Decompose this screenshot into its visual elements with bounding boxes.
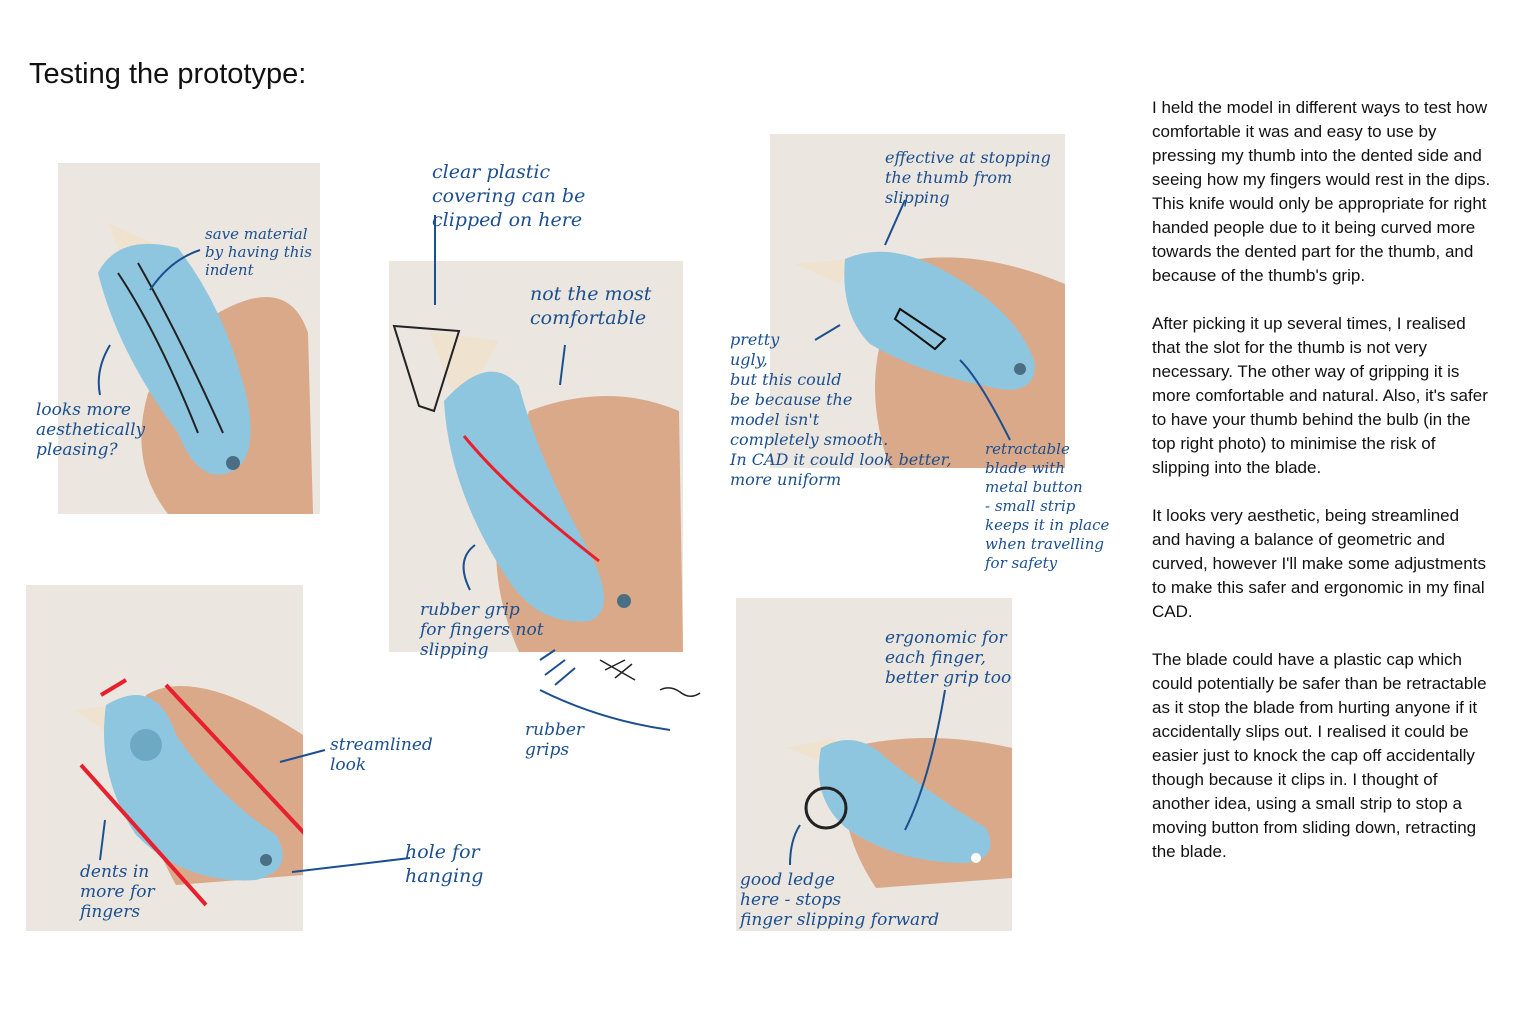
note-aesthetic: looks more aesthetically pleasing? <box>36 400 146 460</box>
note-clear-plastic: clear plastic covering can be clipped on here <box>432 161 586 231</box>
paragraph-3: It looks very aesthetic, being streamlined and having a balance of geometric and curved, however I'll make some adjustments to make this safer and ergonomic in my final CAD. <box>1152 506 1486 621</box>
note-save-material: save material by having this indent <box>205 225 312 279</box>
note-rubber-grips: rubber grips <box>525 720 585 760</box>
note-dents: dents in more for fingers <box>80 862 155 922</box>
note-not-comfortable: not the most comfortable <box>530 283 652 329</box>
note-ledge: good ledge here - stops finger slipping forward <box>740 870 940 930</box>
note-retractable: retractable blade with metal button - small strip keeps it in place when travelling for safety <box>985 440 1110 572</box>
note-ergonomic: ergonomic for each finger, better grip too <box>885 628 1012 688</box>
photo-top-left <box>58 163 320 514</box>
body-text <box>1152 96 1492 888</box>
knife-photo-1 <box>58 163 320 514</box>
note-rubber-grip: rubber grip for fingers not slipping <box>420 600 544 660</box>
note-effective: effective at stopping the thumb from slipping <box>885 148 1051 207</box>
paragraph-1: I held the model in different ways to test how comfortable it was and easy to use by pressing my thumb into the dented side and seeing how my fingers would rest in the dips. This knife would only be appropriate for right handed people due to it being curved more towards the dented part for the thumb, and because of the thumb's grip. <box>1152 98 1491 285</box>
note-hole: hole for hanging <box>405 841 484 887</box>
paragraph-2: After picking it up several times, I realised that the slot for the thumb is not very necessary. The other way of gripping it is more comfortable and natural. Also, it's safer to have your thumb behind the bulb (in the top right photo) to minimise the risk of slipping into the blade. <box>1152 314 1488 477</box>
note-pretty-ugly: pretty ugly, but this could be because the model isn't completely smooth. In CAD it could look better, more uniform <box>730 330 952 489</box>
note-streamlined: streamlined look <box>330 735 433 775</box>
page-title: Testing the prototype: <box>29 58 307 90</box>
paragraph-4: The blade could have a plastic cap which could potentially be safer than be retractable as it stop the blade from hurting anyone if it accidentally slips out. I realised it could be easier just to knock the cap off accidentally though because it clips in. I thought of another idea, using a small strip to stop a moving button from sliding down, retracting the blade. <box>1152 650 1487 861</box>
